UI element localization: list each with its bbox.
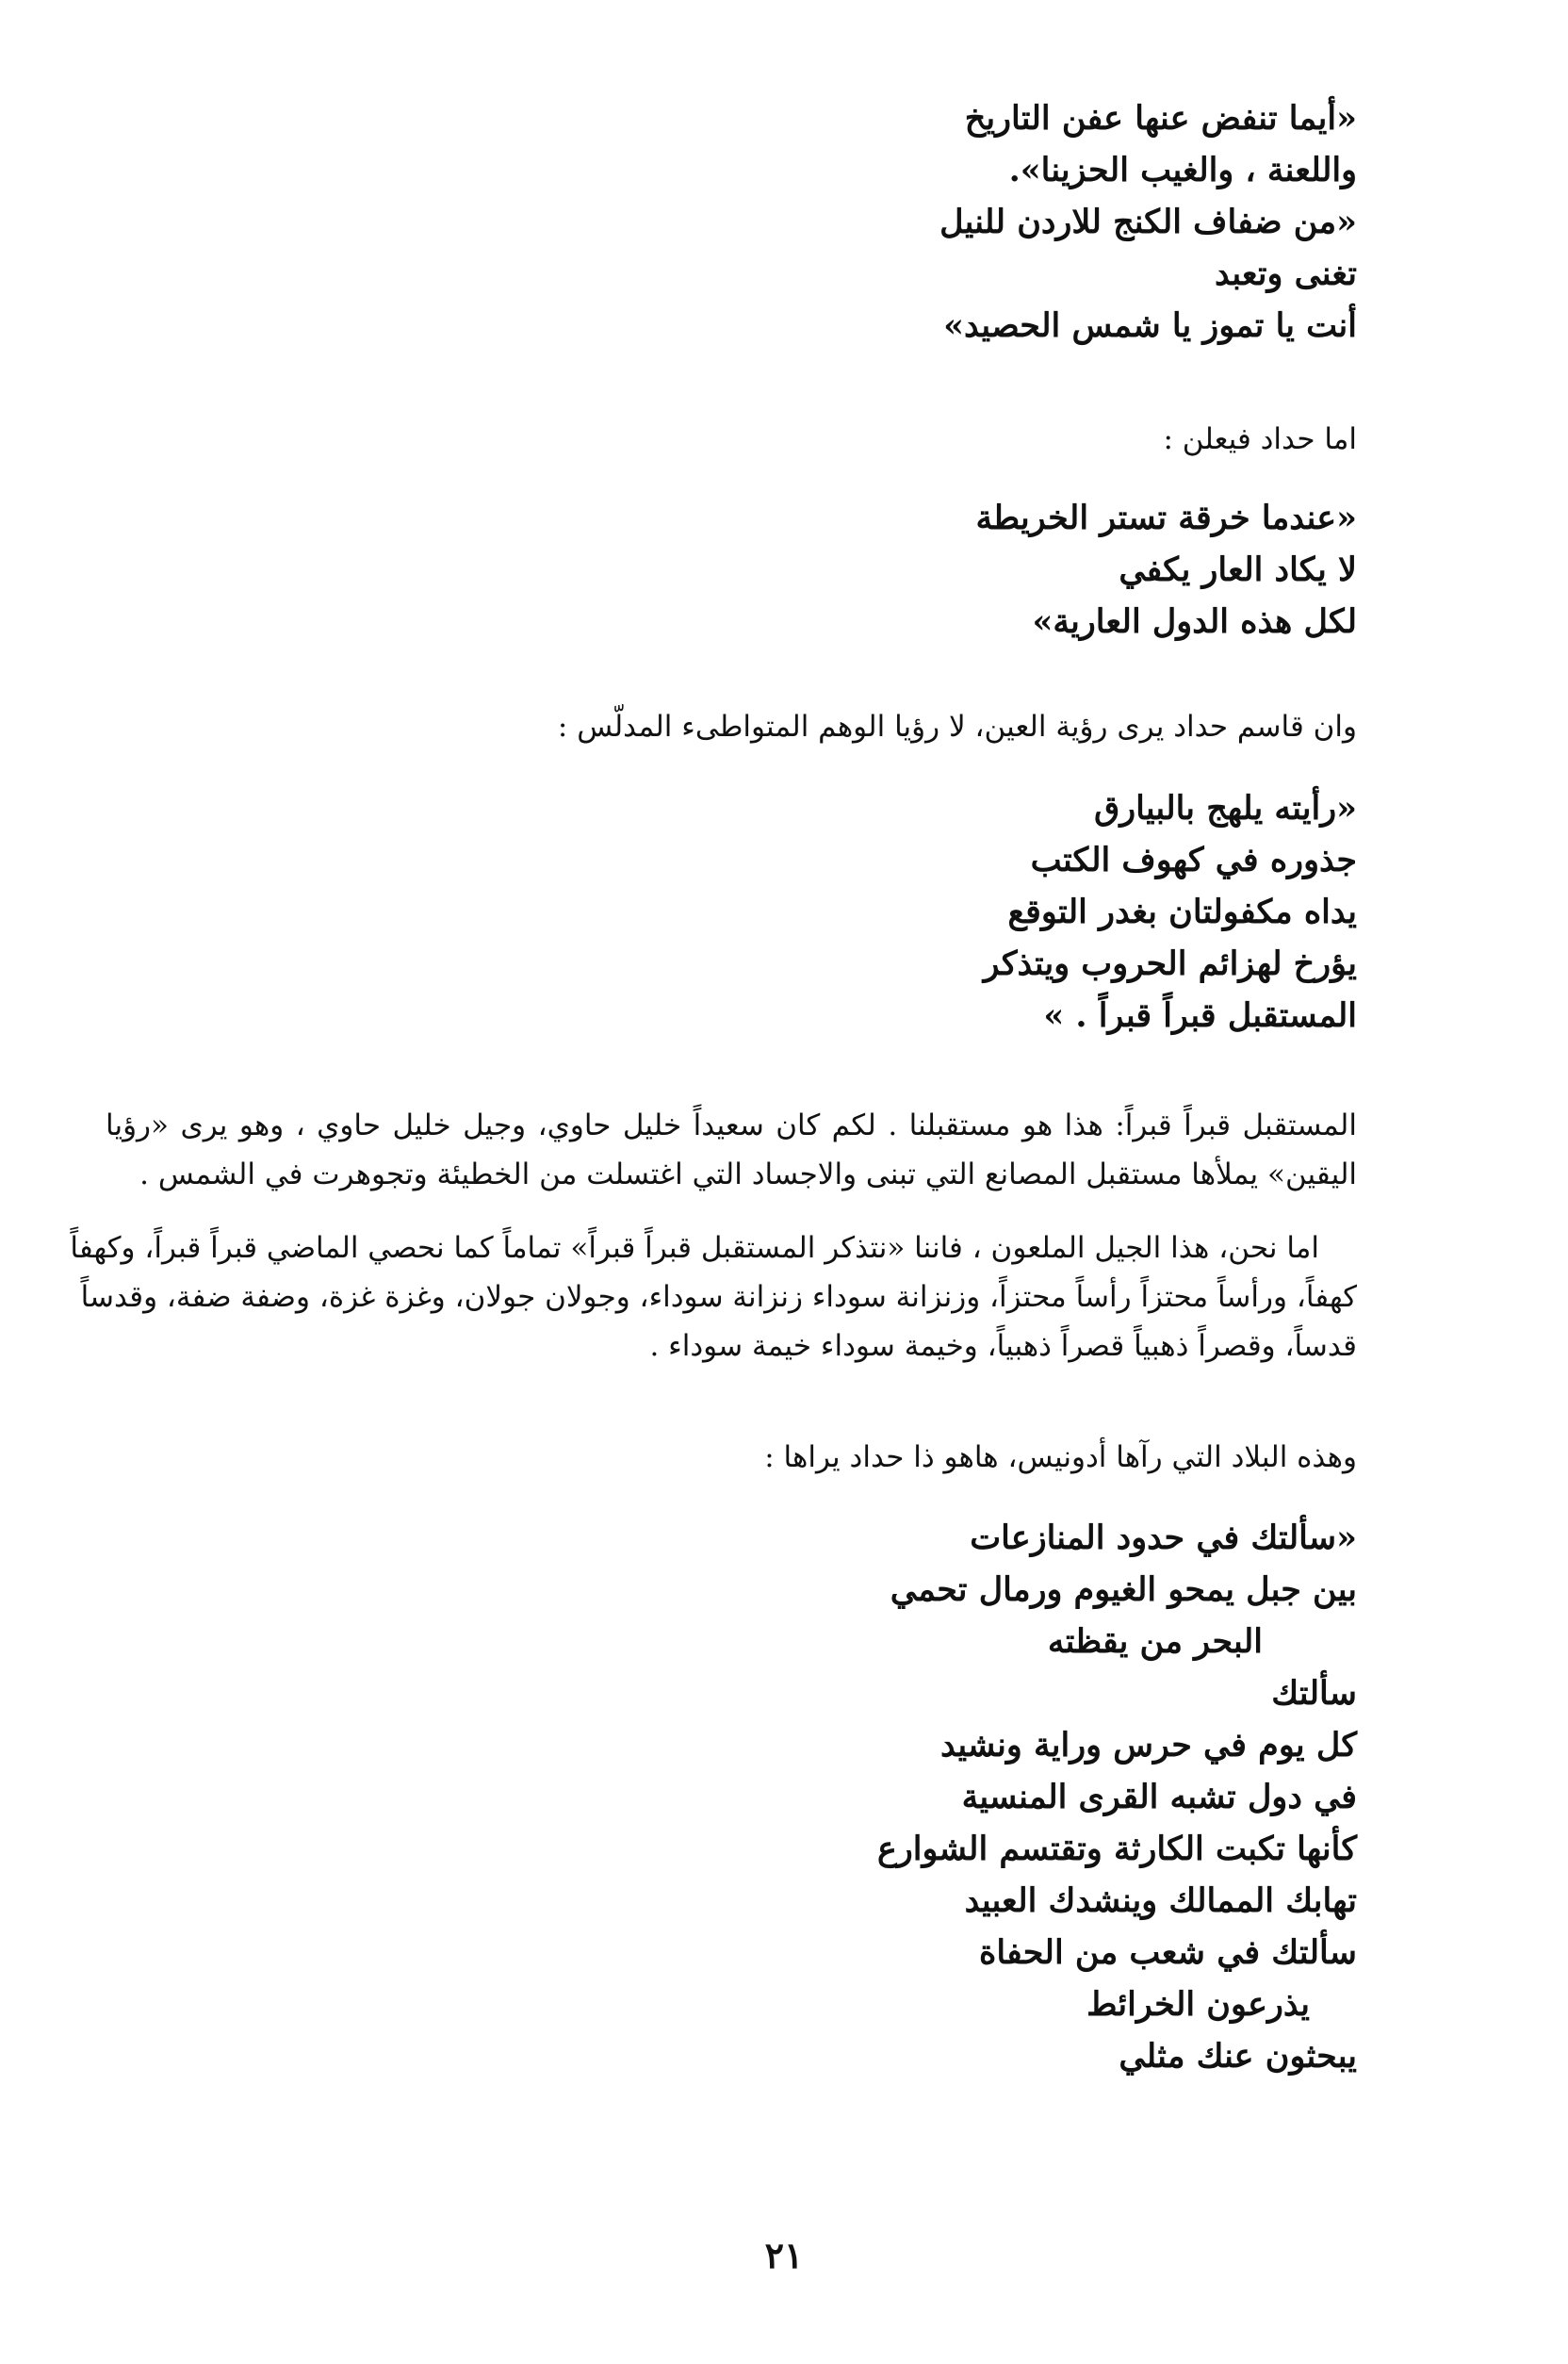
poem-line: يبحثون عنك مثلي — [1119, 2037, 1357, 2076]
poem-line: «سألتك في حدود المنازعات — [970, 1519, 1357, 1557]
poem-line: لا يكاد العار يكفي — [1119, 550, 1357, 589]
poem-line: سألتك في شعب من الحفاة — [978, 1933, 1357, 1972]
poem-excerpt-4 — [509, 1512, 1357, 2082]
poem-line: أنت يا تموز يا شمس الحصيد» — [943, 306, 1357, 345]
poem-line: بين جبل يمحو الغيوم ورمال تحمي — [890, 1570, 1357, 1609]
poem-line: يذرعون الخرائط — [1086, 1985, 1310, 2024]
paragraph-line: اما نحن، هذا الجيل الملعون ، فاننا «نتذكر المستقبل قبراً قبراً» تماماً كما نحصي الماضي قبراً قبراً، وكهفاً — [70, 1231, 1319, 1265]
poem-excerpt-1 — [509, 92, 1357, 352]
poem-line: البحر من يقظته — [1047, 1622, 1263, 1661]
poem-excerpt-3 — [509, 782, 1357, 1042]
poem-excerpt-2 — [509, 492, 1357, 648]
intro-text-1: اما حداد فيعلن : — [1163, 422, 1357, 456]
poem-line: «عندما خرقة تستر الخريطة — [975, 499, 1357, 537]
poem-line: في دول تشبه القرى المنسية — [961, 1778, 1357, 1816]
intro-text-3: وهذه البلاد التي رآها أدونيس، هاهو ذا حداد يراها : — [764, 1440, 1357, 1474]
paragraph-line: قدساً، وقصراً ذهبياً قصراً ذهبياً، وخيمة سوداء خيمة سوداء . — [649, 1329, 1357, 1363]
poem-line: لكل هذه الدول العارية» — [1032, 602, 1357, 641]
intro-text-2: وان قاسم حداد يرى رؤية العين، لا رؤيا الوهم المتواطىء المدلّس : — [557, 710, 1357, 744]
poem-line: كل يوم في حرس وراية ونشيد — [940, 1726, 1357, 1765]
poem-line: كأنها تكبت الكارثة وتقتسم الشوارع — [876, 1830, 1357, 1868]
poem-line: «أيما تنفض عنها عفن التاريخ — [964, 99, 1357, 138]
paragraph-line: كهفاً، ورأساً محتزاً رأساً محتزاً، وزنزانة سوداء زنزانة سوداء، وجولان جولان، وغزة غزة، وضفة ضفة، وقدساً — [80, 1280, 1357, 1314]
page-number: ٢١ — [764, 2234, 804, 2276]
poem-line: يداه مكفولتان بغدر التوقع — [1007, 893, 1357, 931]
poem-line: «رأيته يلهج بالبيارق — [1094, 789, 1357, 828]
poem-line: تهابك الممالك وينشدك العبيد — [964, 1881, 1357, 1920]
poem-line: «من ضفاف الكنج للاردن للنيل — [939, 203, 1357, 241]
paragraph-2 — [70, 1223, 1357, 1371]
paragraph-line: اليقين» يملأها مستقبل المصانع التي تبنى والاجساد التي اغتسلت من الخطيئة وتجوهرت في الشمس . — [139, 1157, 1357, 1191]
poem-line: تغنى وتعبد — [1214, 254, 1357, 293]
poem-line: سألتك — [1271, 1674, 1357, 1713]
poem-line: جذوره في كهوف الكتب — [1030, 841, 1357, 879]
poem-line: يؤرخ لهزائم الحروب ويتذكر — [983, 944, 1357, 983]
poem-line: المستقبل قبراً قبراً . » — [1043, 996, 1357, 1035]
poem-line: واللعنة ، والغيب الحزينا». — [1008, 151, 1357, 189]
paragraph-line: المستقبل قبراً قبراً: هذا هو مستقبلنا . لكم كان سعيداً خليل حاوي، وجيل خليل حاوي ، وهو يرى «رؤيا — [106, 1108, 1357, 1142]
paragraph-1 — [106, 1101, 1357, 1199]
